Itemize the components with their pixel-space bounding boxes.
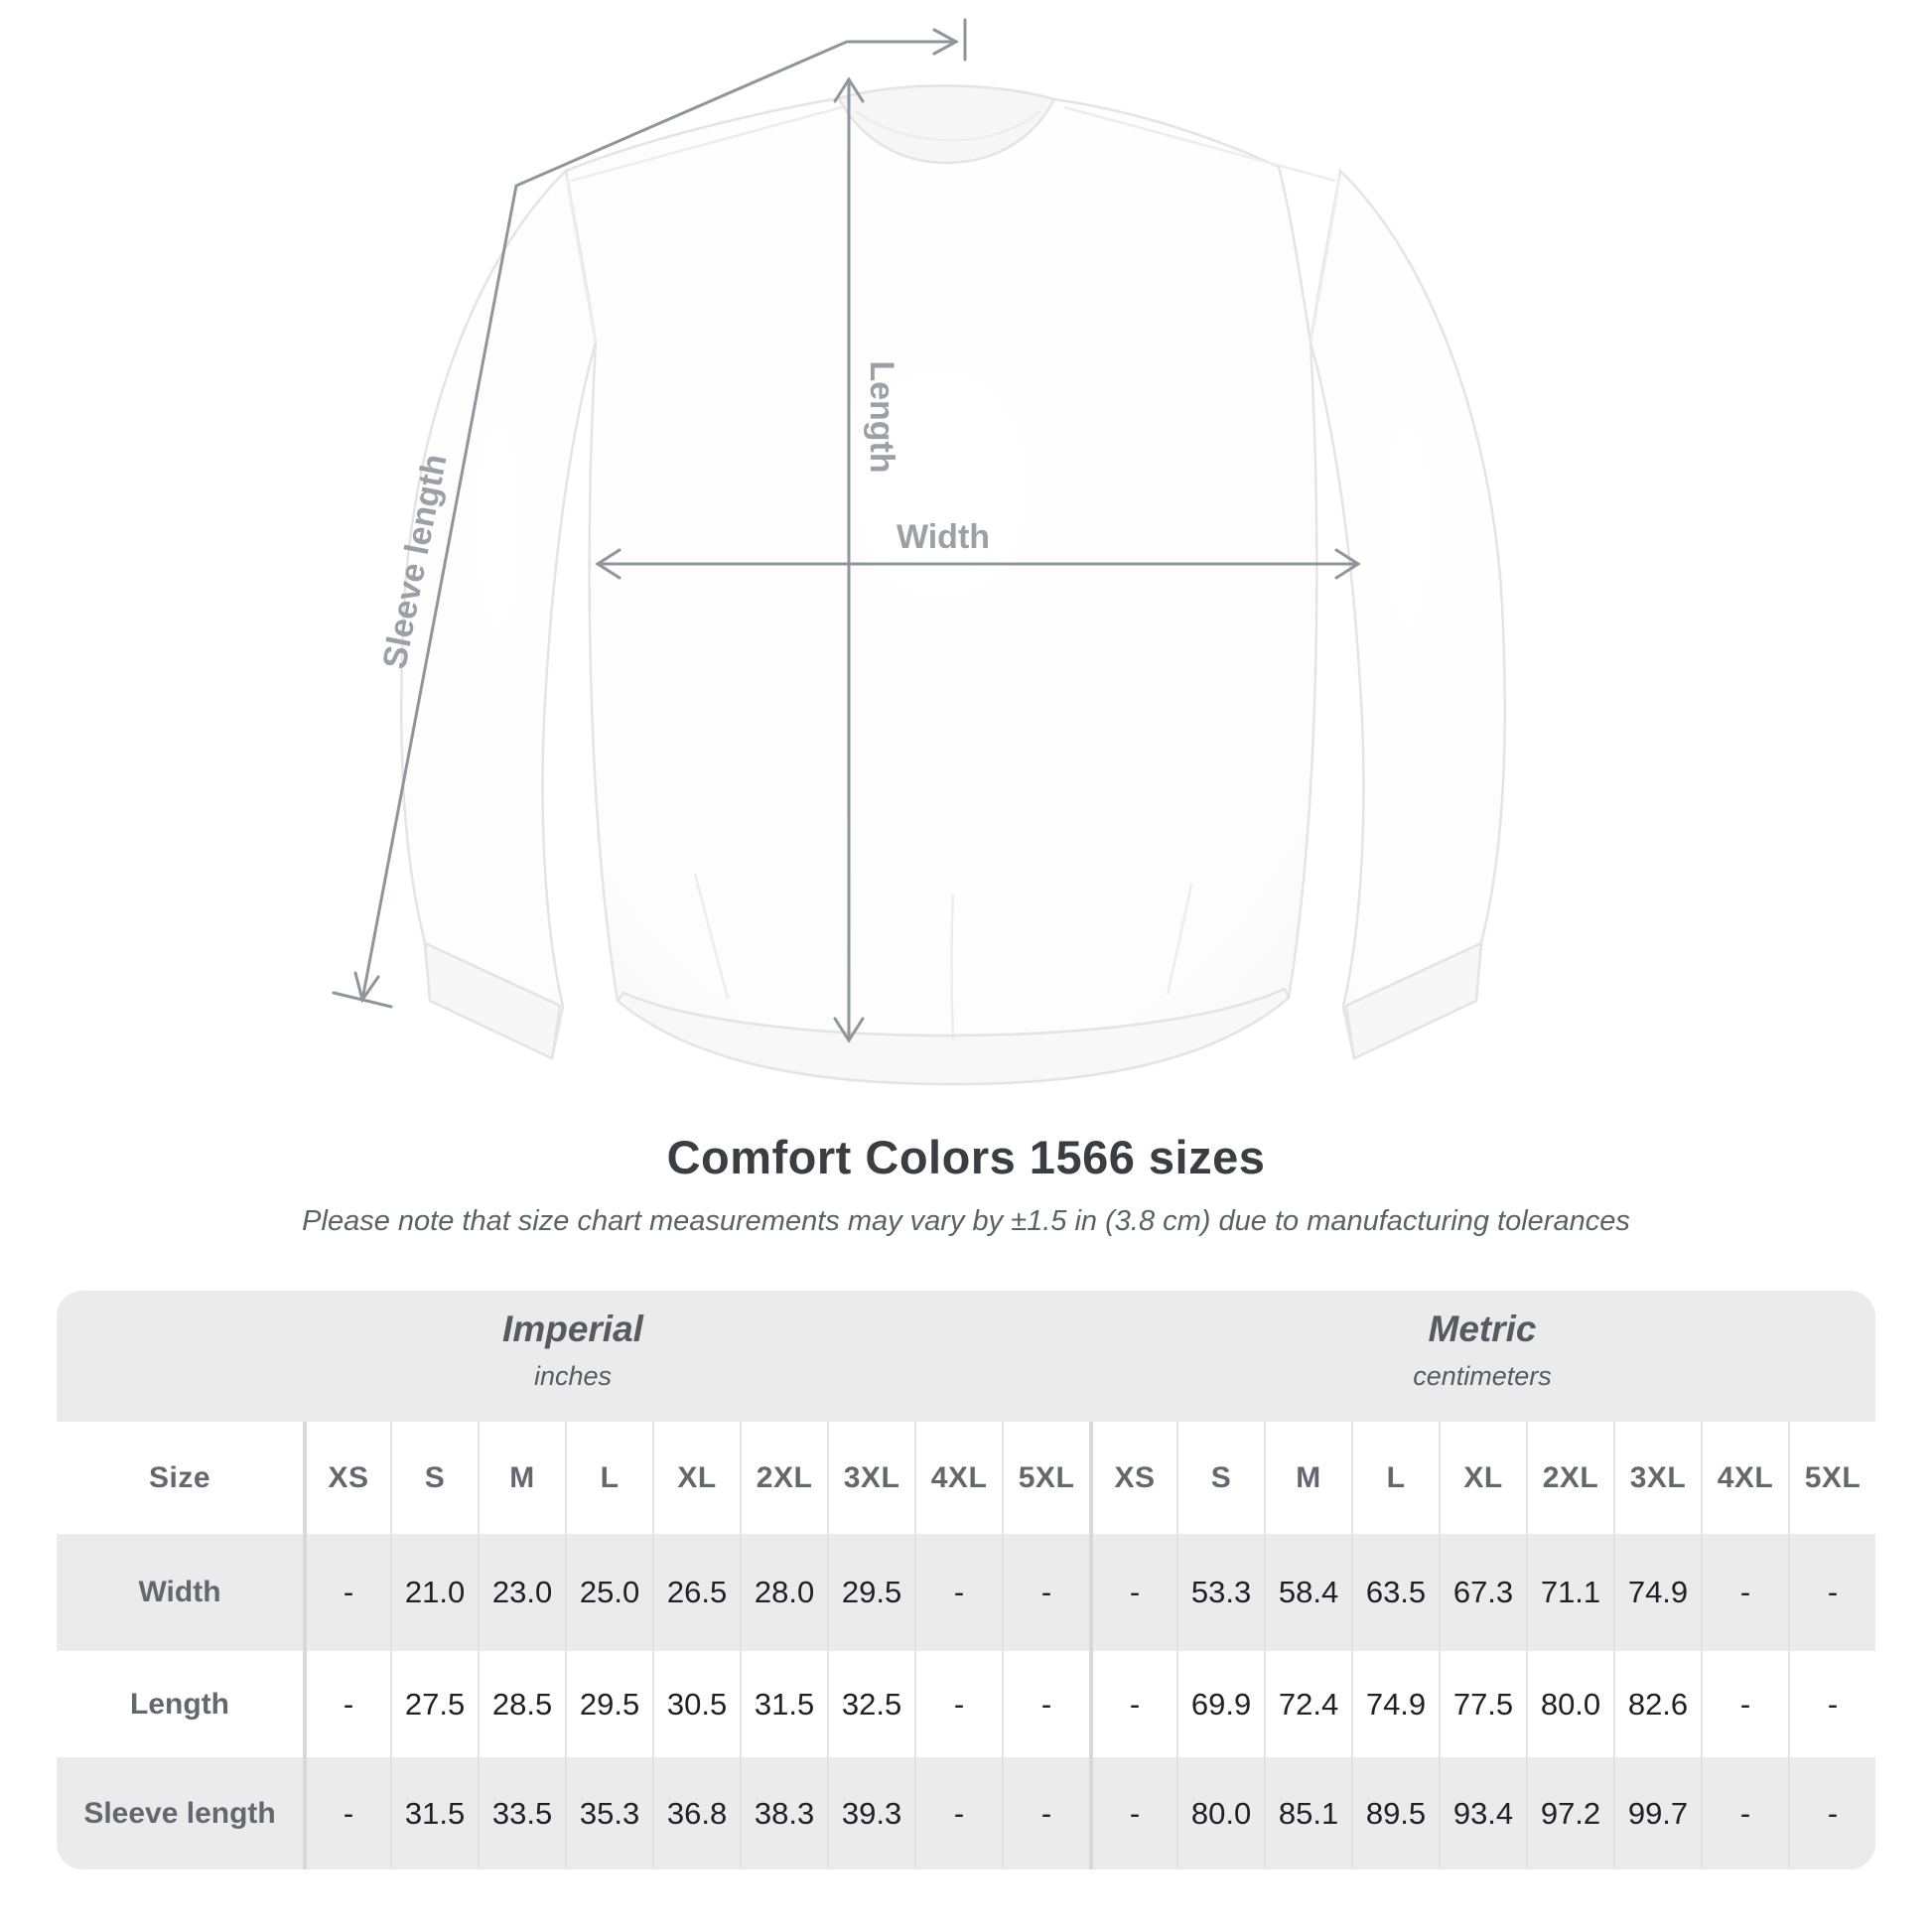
measurement-cell: 72.4	[1264, 1651, 1351, 1757]
imperial-unit: inches	[533, 1361, 613, 1391]
length-label: Length	[863, 360, 901, 474]
measurement-cell: -	[1788, 1534, 1875, 1651]
measurement-cell: -	[914, 1651, 1002, 1757]
measurement-cell: -	[303, 1534, 390, 1651]
size-header-cell: 5XL	[1788, 1422, 1875, 1534]
size-chart-table	[57, 1291, 1875, 1869]
size-column-label: Size	[149, 1460, 211, 1494]
measurement-cell: 21.0	[390, 1534, 478, 1651]
tolerance-note: Please note that size chart measurements may vary by ±1.5 in (3.8 cm) due to manufacturing tolerances	[302, 1205, 1630, 1237]
size-header-cell: M	[478, 1422, 565, 1534]
measurement-cell: -	[1788, 1651, 1875, 1757]
measurement-cell: 74.9	[1613, 1534, 1701, 1651]
measurement-cell: 28.5	[478, 1651, 565, 1757]
measurement-cell: 71.1	[1526, 1534, 1613, 1651]
left-sleeve	[401, 171, 596, 1058]
size-header-cell: M	[1264, 1422, 1351, 1534]
size-header-cell: S	[1176, 1422, 1264, 1534]
length-row	[57, 1651, 1875, 1757]
measurement-cell: 32.5	[827, 1651, 914, 1757]
imperial-title: Imperial	[502, 1309, 643, 1349]
measurement-cell: -	[1002, 1757, 1089, 1869]
size-header-cell: S	[390, 1422, 478, 1534]
measurement-cell: 99.7	[1613, 1757, 1701, 1869]
size-header-cell: 4XL	[1701, 1422, 1788, 1534]
measurement-cell: 23.0	[478, 1534, 565, 1651]
measurement-cell: 39.3	[827, 1757, 914, 1869]
sleeve-length-label: Sleeve length	[375, 451, 455, 672]
measurement-cell: 53.3	[1176, 1534, 1264, 1651]
row-label: Length	[130, 1687, 230, 1721]
size-header-cell: L	[565, 1422, 652, 1534]
measurement-cell: 33.5	[478, 1757, 565, 1869]
measurement-cell: 67.3	[1439, 1534, 1526, 1651]
measurement-cell: -	[1089, 1651, 1176, 1757]
right-sleeve	[1311, 171, 1505, 1058]
measurement-cell: 82.6	[1613, 1651, 1701, 1757]
row-label: Width	[138, 1576, 221, 1608]
measurement-cell: 31.5	[740, 1651, 827, 1757]
measurement-cell: 58.4	[1264, 1534, 1351, 1651]
imperial-group-header	[57, 1291, 1089, 1422]
size-header-cell: XS	[303, 1422, 390, 1534]
size-header-cell: 3XL	[1613, 1422, 1701, 1534]
page-title: Comfort Colors 1566 sizes	[666, 1131, 1266, 1183]
measurement-cell: 30.5	[652, 1651, 740, 1757]
measurement-cell: 31.5	[390, 1757, 478, 1869]
measurement-cell: -	[1002, 1651, 1089, 1757]
measurement-cell: 38.3	[740, 1757, 827, 1869]
sleeve-length-row	[57, 1757, 1875, 1869]
measurement-cell: 29.5	[827, 1534, 914, 1651]
size-header-cell: 4XL	[914, 1422, 1002, 1534]
metric-group-header	[1089, 1291, 1875, 1422]
measurement-cell: 97.2	[1526, 1757, 1613, 1869]
measurement-cell: -	[914, 1757, 1002, 1869]
measurement-cell: 80.0	[1176, 1757, 1264, 1869]
measurement-cell: -	[1701, 1757, 1788, 1869]
size-header-cell: 2XL	[740, 1422, 827, 1534]
measurement-cell: 74.9	[1351, 1651, 1439, 1757]
size-header-cell: XL	[1439, 1422, 1526, 1534]
measurement-cell: 28.0	[740, 1534, 827, 1651]
measurement-cell: 85.1	[1264, 1757, 1351, 1869]
measurement-cell: -	[1089, 1757, 1176, 1869]
measurement-cell: 26.5	[652, 1534, 740, 1651]
measurement-cell: 35.3	[565, 1757, 652, 1869]
measurement-cell: -	[914, 1534, 1002, 1651]
measurement-cell: -	[1701, 1534, 1788, 1651]
size-header-cell: 3XL	[827, 1422, 914, 1534]
size-header-cell: 2XL	[1526, 1422, 1613, 1534]
size-header-cell: L	[1351, 1422, 1439, 1534]
measurement-cell: -	[1089, 1534, 1176, 1651]
measurement-cell: 25.0	[565, 1534, 652, 1651]
metric-unit: centimeters	[1413, 1361, 1552, 1391]
measurement-cell: -	[303, 1757, 390, 1869]
measurement-cell: 29.5	[565, 1651, 652, 1757]
size-header-cell: XL	[652, 1422, 740, 1534]
size-header-cell: XS	[1089, 1422, 1176, 1534]
measurement-cell: -	[1788, 1757, 1875, 1869]
measurement-cell: 93.4	[1439, 1757, 1526, 1869]
metric-title: Metric	[1428, 1309, 1537, 1349]
measurement-cell: 77.5	[1439, 1651, 1526, 1757]
width-label: Width	[896, 518, 991, 556]
row-label: Sleeve length	[83, 1796, 276, 1830]
measurement-cell: 63.5	[1351, 1534, 1439, 1651]
measurement-cell: -	[303, 1651, 390, 1757]
size-header-cell: 5XL	[1002, 1422, 1089, 1534]
size-header-row	[57, 1422, 1875, 1534]
width-row	[57, 1534, 1875, 1651]
measurement-cell: -	[1002, 1534, 1089, 1651]
torso	[566, 85, 1316, 1084]
measurement-cell: 69.9	[1176, 1651, 1264, 1757]
measurement-cell: 80.0	[1526, 1651, 1613, 1757]
measurement-cell: -	[1701, 1651, 1788, 1757]
measurement-cell: 36.8	[652, 1757, 740, 1869]
measurement-cell: 89.5	[1351, 1757, 1439, 1869]
unit-header-band	[57, 1291, 1875, 1422]
measurement-cell: 27.5	[390, 1651, 478, 1757]
